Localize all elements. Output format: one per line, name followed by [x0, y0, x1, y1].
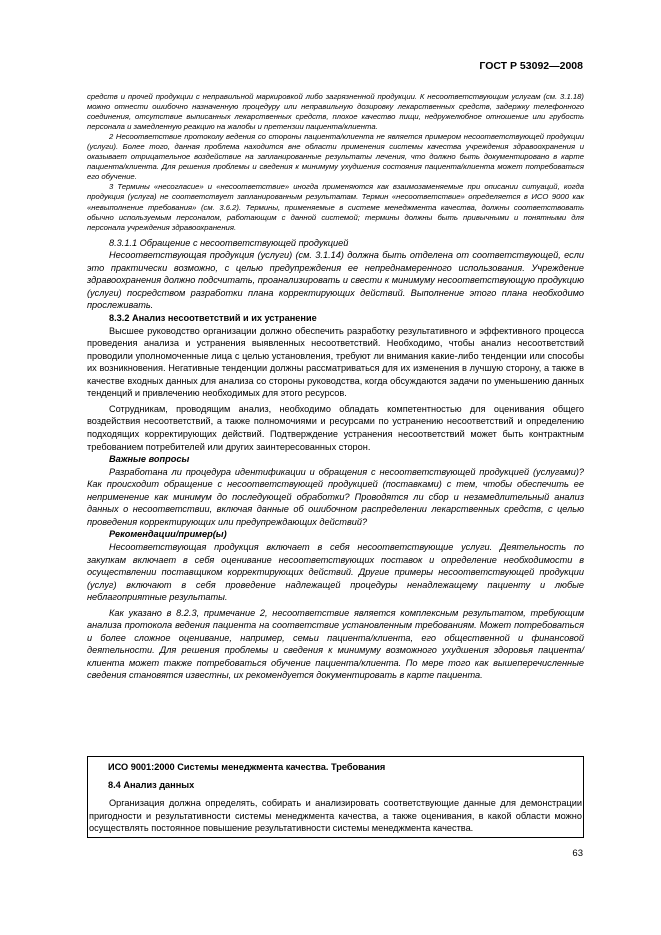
section-8-3-1-1-text: Несоответствующая продукция (услуги) (см. 3.1.14) должна быть отделена от соответствующей, если это практически возможно, с целью предупреждения ее непреднамеренного использования. Учреждение здравоохранения должно подсчитать, проанализировать и свести к минимуму несоответствующую продукцию (услуги) посредством разработки плана корректирующих действий. Выполнение этого плана необходимо прослеживать. [87, 250, 584, 311]
section-8-3-1-1-heading: 8.3.1.1 Обращение с несоответствующей продукцией [109, 237, 349, 248]
note-2: 2 Несоответствие протоколу ведения со стороны пациента/клиента не является примером несоответствующей продукции (услуги). Более того, данная проблема находится вне области применения системы качества учреждения здравоохранения и оказывает отрицательное воздействие на запланированные результаты лечения, что должно быть документировано в карте пациента/клиента. Для решения проблемы и сведения к минимуму ухудшения состояния пациента/клиента может потребоваться его обучение. [87, 132, 584, 182]
note-continuation: средств и прочей продукции с неправильной маркировкой либо загрязненной продукции. К несоответствующим услугам (см. 3.1.18) можно отнести ошибочно назначенную процедуру или неправильную дозировку лекарственных средств, задержку телефонного соединения, отсутствие выписанных лекарственных средств, плохое качество пищи, недружелюбное отношение или грубость персонала и замедленную реакцию на жалобы и претензии пациента/клиента. [87, 92, 584, 132]
page-content [87, 92, 584, 682]
important-questions-heading: Важные вопросы [109, 454, 190, 465]
iso-excerpt-title: ИСО 9001:2000 Системы менеджмента качества. Требования [108, 762, 386, 772]
important-questions-text: Разработана ли процедура идентификации и обращения с несоответствующей продукцией (услугами)? Как происходит обращение с несоответствующей продукцией (поставками) с тем, чтобы обеспечить ее неприменение как минимум до последующей обработки? Проводятся ли сбор и незамедлительный анализ данных о несоответствии, включая данные об ошибочном распределении лекарственных средств, с целью проведения корректирующих или предупреждающих действий? [87, 466, 584, 527]
section-8-3-2-heading: 8.3.2 Анализ несоответствий и их устранение [109, 312, 317, 323]
section-8-3-2-paragraph-2: Сотрудникам, проводящим анализ, необходимо обладать компетентностью для оценивания общего воздействия несоответствий, а также полномочиями и ресурсами по устранению несоответствий и определению подходящих корректирующих действий. Подтверждение устранения несоответствий может быть контрактным требованием потребителей или других заинтересованных сторон. [87, 403, 584, 452]
iso-excerpt-subheading: 8.4 Анализ данных [108, 780, 195, 790]
iso-excerpt-text: Организация должна определять, собирать и анализировать соответствующие данные для демонстрации пригодности и результативности системы менеджмента качества, а также оценивания, в какой области можно осуществлять постоянное повышение результативности системы менеджмента качества. [89, 798, 582, 833]
recommendations-paragraph-1: Несоответствующая продукция включает в себя несоответствующие услуги. Деятельность по закупкам включает в себя оценивание несоответствующих поставок и определение необходимости в осуществлении поставщиком корректирующих действий. Другие примеры несоответствующей продукции (услуг) включают в себя проведение надлежащей процедуры ненадлежащему пациенту и любые неблагоприятные результаты. [87, 541, 584, 603]
recommendations-heading: Рекомендации/пример(ы) [109, 529, 227, 540]
recommendations-paragraph-2: Как указано в 8.2.3, примечание 2, несоответствие является комплексным результатом, требующим анализа протокола ведения пациента на соответствие установленным требованиям. Может потребоваться и более сложное оценивание, например, семьи пациента/клиента, его общественной и финансовой деятельности. Для решения проблемы и сведения к минимуму возможного ухудшения здоровья пациента/клиента может также потребоваться обучение пациента/клиента. По мере того как вышеперечисленные сведения становятся известны, их рекомендуется документировать в карте пациента. [87, 607, 584, 681]
page-number: 63 [572, 848, 583, 859]
document-id-header: ГОСТ Р 53092—2008 [479, 60, 583, 72]
section-8-3-2-paragraph-1: Высшее руководство организации должно обеспечить разработку результативного и эффективного процесса проведения анализа и устранения выявленных несоответствий. Необходимо, чтобы анализ несоответствий проводили уполномоченные лица с целью установления, требуют ли внимания какие-либо тенденции или способы их возникновения. Негативные тенденции должны рассматриваться для их изменения в лучшую сторону, а также в качестве входных данных для анализа со стороны руководства, когда обсуждаются задачи по уменьшению данных тенденций и привлечению необходимых для этого ресурсов. [87, 325, 584, 399]
iso-excerpt-box [87, 756, 584, 838]
note-3: 3 Термины «несогласие» и «несоответствие» иногда применяются как взаимозаменяемые при описании ситуаций, когда продукция (услуга) не соответствует запланированным результатам. Термин «несоответствие» определяется в ИСО 9000 как «невыполнение требования» (см. 3.6.2). Термины, применяемые в системе менеджмента качества, должны соответствовать обычно используемым персоналом, работающим с данной системой; термины должны быть привычными и понятными для персонала учреждения здравоохранения. [87, 182, 584, 232]
